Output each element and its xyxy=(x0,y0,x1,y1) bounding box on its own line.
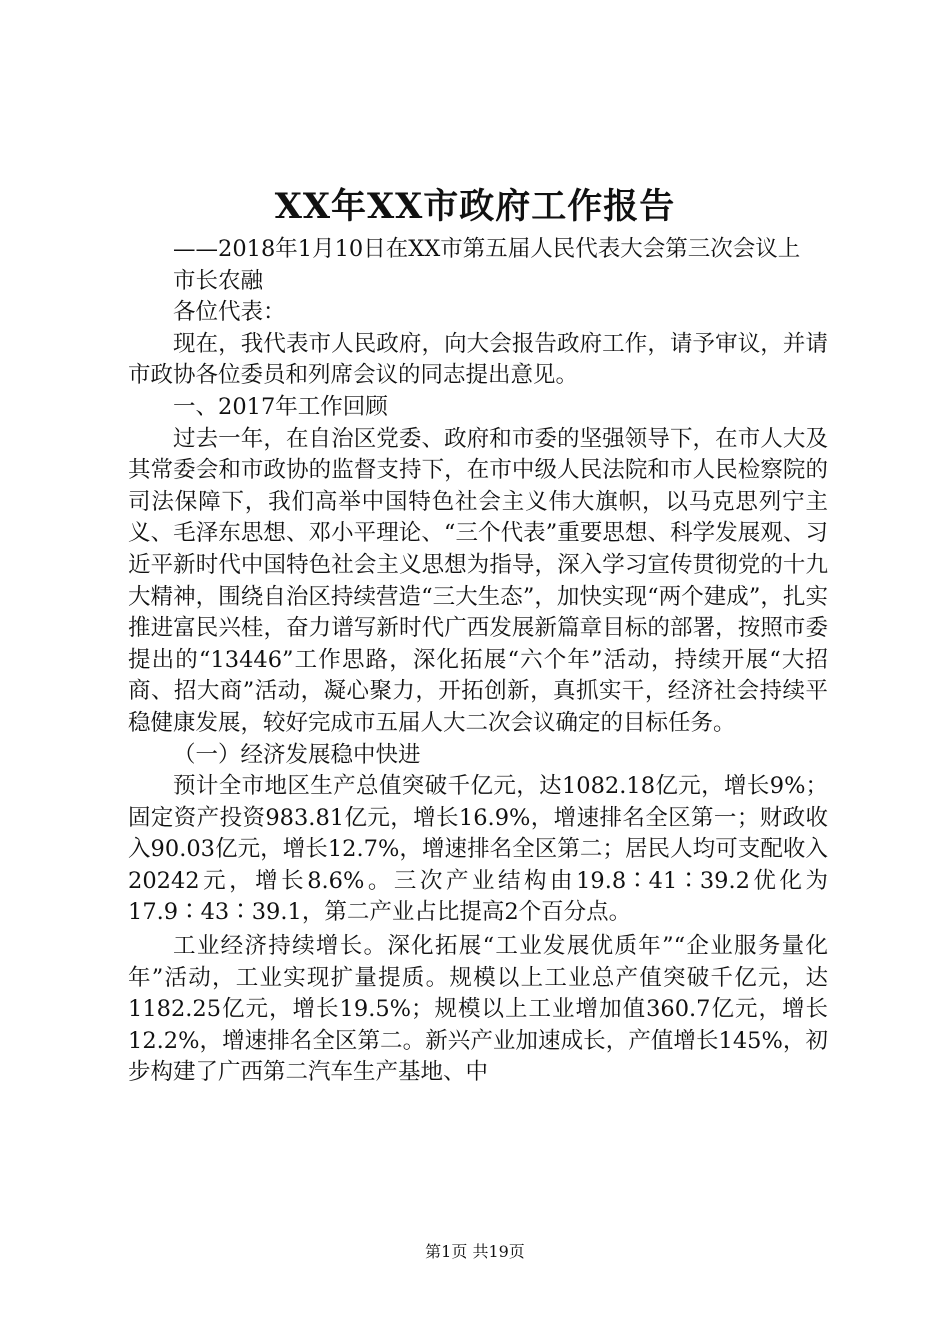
paragraph-intro: 现在，我代表市人民政府，向大会报告政府工作，请予审议，并请市政协各位委员和列席会议的同志提出意见。 xyxy=(128,330,828,389)
section-heading-review: 一、2017年工作回顾 xyxy=(173,393,388,420)
document-body xyxy=(128,234,828,1089)
document-title: XX年XX市政府工作报告 xyxy=(274,186,676,227)
salutation: 各位代表： xyxy=(173,299,286,326)
paragraph-industry: 工业经济持续增长。深化拓展“工业发展优质年”“企业服务量化年”活动，工业实现扩量提质。规模以上工业总产值突破千亿元，达1182.25亿元，增长19.5%；规模以上工业增加值360.7亿元，增长12.2%，增速排名全区第二。新兴产业加速成长，产值增长145%，初步构建了广西第二汽车生产基地、中 xyxy=(128,933,828,1086)
subsection-heading-economy: （一）经济发展稳中快进 xyxy=(173,741,421,768)
paragraph-economy: 预计全市地区生产总值突破千亿元，达1082.18亿元，增长9%；固定资产投资983.81亿元，增长16.9%，增速排名全区第一；财政收入90.03亿元，增长12.7%，增速排名全区第二；居民人均可支配收入20242元，增长8.6%。三次产业结构由19.8∶41∶39.2优化为17.9∶43∶39.1，第二产业占比提高2个百分点。 xyxy=(128,773,828,926)
meeting-subtitle: ——2018年1月10日在XX市第五届人民代表大会第三次会议上 xyxy=(173,236,801,262)
paragraph-review: 过去一年，在自治区党委、政府和市委的坚强领导下，在市人大及其常委会和市政协的监督支持下，在市中级人民法院和市人民检察院的司法保障下，我们高举中国特色社会主义伟大旗帜，以马克思列宁主义、毛泽东思想、邓小平理论、“三个代表”重要思想、科学发展观、习近平新时代中国特色社会主义思想为指导，深入学习宣传贯彻党的十九大精神，围绕自治区持续营造“三大生态”，加快实现“两个建成”，扎实推进富民兴桂，奋力谱写新时代广西发展新篇章目标的部署，按照市委提出的“13446”工作思路，深化拓展“六个年”活动，持续开展“大招商、招大商”活动，凝心聚力，开拓创新，真抓实干，经济社会持续平稳健康发展，较好完成市五届人大二次会议确定的目标任务。 xyxy=(128,425,828,736)
page-footer: 第1页 共19页 xyxy=(425,1242,525,1261)
speaker-line: 市长农融 xyxy=(173,267,264,294)
